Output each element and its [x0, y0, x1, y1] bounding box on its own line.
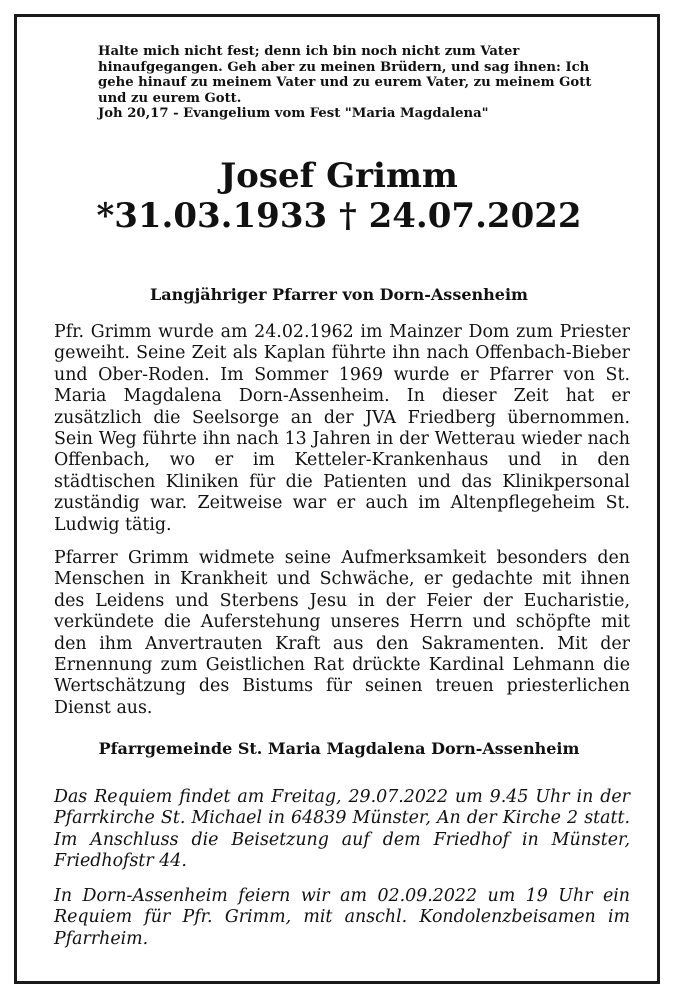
biography-paragraph: Pfarrer Grimm widmete seine Aufmerksamkeit besonders den Menschen in Krankheit und Schwäche, er gedachte mit ihnen des Leidens und Sterbens Jesu in der Feier der Eucharistie, verkündete die Auferstehung unseres Herrn und schöpfte mit den ihm Anvertrauten Kraft aus den Sakramenten. Mit der Ernennung zum Geistlichen Rat drückte Kardinal Lehmann die Wertschätzung des Bistums für seinen treuen priesterlichen Dienst aus.: [54, 548, 630, 718]
deceased-name: Josef Grimm: [220, 156, 458, 196]
quote-source: Joh 20,17 - Evangelium vom Fest "Maria Magdalena": [98, 106, 489, 122]
quote-text: Halte mich nicht fest; denn ich bin noch nicht zum Vater hinaufgegangen. Geh aber zu meinen Brüdern, und sag ihnen: Ich gehe hinauf zu meinem Vater und zu eurem Vater, zu meinem Gott und zu eurem Gott.: [98, 44, 592, 106]
requiem-notice: Das Requiem findet am Freitag, 29.07.2022 um 9.45 Uhr in der Pfarrkirche St. Michael in 64839 Münster, An der Kirche 2 statt. Im Anschluss die Beisetzung auf dem Friedhof in Münster, Friedhofstr 44.: [54, 787, 630, 872]
memorial-notice: In Dorn-Assenheim feiern wir am 02.09.2022 um 19 Uhr ein Requiem für Pfr. Grimm, mit anschl. Kondolenzbeisamen im Pfarrheim.: [54, 886, 630, 949]
parish-signature: Pfarrgemeinde St. Maria Magdalena Dorn-Assenheim: [98, 739, 580, 758]
bible-quote: [98, 44, 618, 122]
biography-paragraph: Pfr. Grimm wurde am 24.02.1962 im Mainzer Dom zum Priester geweiht. Seine Zeit als Kaplan führte ihn nach Offenbach-Bieber und Ober-Roden. Im Sommer 1969 wurde er Pfarrer von St. Maria Magdalena Dorn-Assenheim. In dieser Zeit hat er zusätzlich die Seelsorge an der JVA Friedberg übernommen. Sein Weg führte ihn nach 13 Jahren in der Wetterau wieder nach Offenbach, wo er im Ketteler-Krankenhaus und in den städtischen Kliniken für die Patienten und das Klinikpersonal zuständig war. Zeitweise war er auch im Altenpflegeheim St. Ludwig tätig.: [54, 322, 630, 535]
subtitle: Langjähriger Pfarrer von Dorn-Assenheim: [150, 285, 528, 304]
life-dates: *31.03.1933 † 24.07.2022: [96, 196, 582, 236]
